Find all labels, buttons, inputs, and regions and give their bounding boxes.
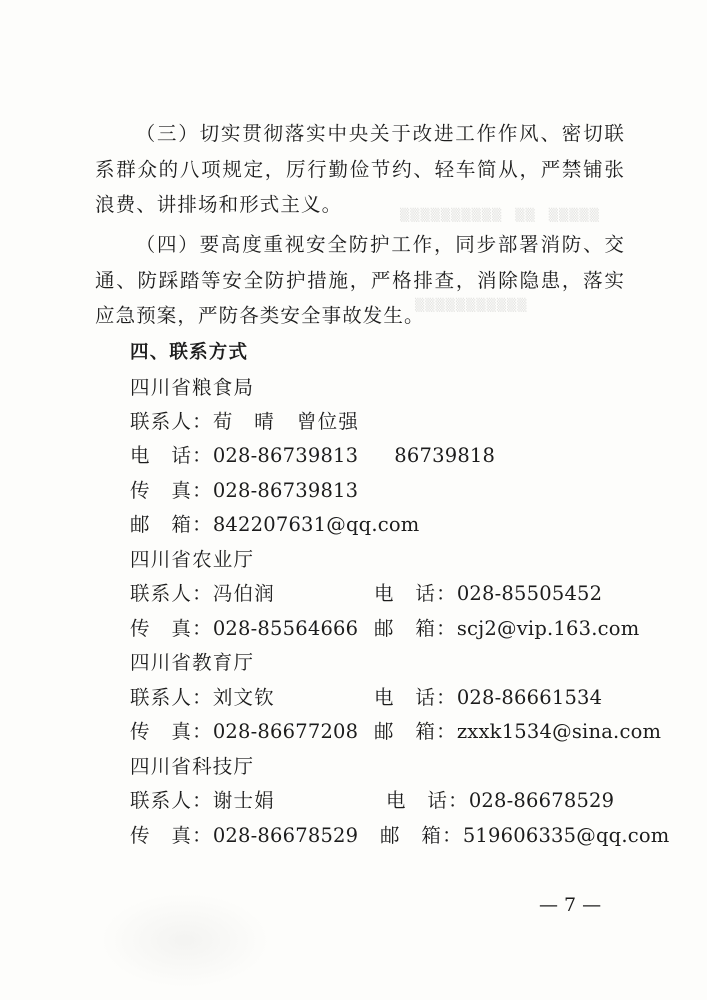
email-label: 邮 箱： bbox=[380, 824, 463, 847]
fax-label: 传 真： bbox=[130, 824, 213, 847]
page-number: — 7 — bbox=[539, 894, 602, 916]
phone-value: 028-86678529 bbox=[468, 789, 615, 812]
contact-label: 联系人： bbox=[130, 410, 213, 433]
scan-smudge bbox=[100, 893, 270, 988]
email-value: scj2@vip.163.com bbox=[456, 617, 640, 640]
org-name-grain: 四川省粮食局 bbox=[130, 376, 255, 399]
contact-label: 联系人： bbox=[130, 789, 213, 812]
email-row-agriculture bbox=[374, 617, 639, 641]
contact-row-education bbox=[130, 686, 275, 710]
fax-row-agriculture bbox=[130, 617, 358, 641]
contact-person: 刘文钦 bbox=[212, 686, 275, 709]
fax-value: 028-86739813 bbox=[212, 479, 359, 502]
fax-value: 028-86677208 bbox=[212, 720, 359, 743]
org-name-science: 四川省科技厅 bbox=[130, 755, 255, 778]
email-row-grain bbox=[130, 513, 420, 537]
phone-label: 电 话： bbox=[374, 582, 457, 605]
phone-value: 86739818 bbox=[394, 444, 496, 467]
contact-row-agriculture bbox=[130, 582, 275, 606]
phone-row-science bbox=[386, 789, 614, 813]
phone-row-education bbox=[374, 686, 602, 710]
email-label: 邮 箱： bbox=[130, 513, 213, 536]
fax-label: 传 真： bbox=[130, 479, 213, 502]
contact-person: 谢士娟 bbox=[212, 789, 275, 812]
contact-row-grain bbox=[130, 410, 359, 434]
bleed-through-mark: ▒▒▒▒▒▒▒▒▒▒▒ bbox=[415, 298, 528, 312]
org-name-education: 四川省教育厅 bbox=[130, 651, 255, 674]
phone-label: 电 话： bbox=[386, 789, 469, 812]
email-label: 邮 箱： bbox=[374, 617, 457, 640]
org-name-agriculture: 四川省农业厅 bbox=[130, 548, 255, 571]
contact-person: 冯伯润 bbox=[212, 582, 275, 605]
email-value: zxxk1534@sina.com bbox=[456, 720, 662, 743]
phone-value: 028-86739813 bbox=[212, 444, 359, 467]
fax-row-grain bbox=[130, 479, 358, 503]
paragraph-4 bbox=[95, 227, 625, 334]
contact-label: 联系人： bbox=[130, 582, 213, 605]
paragraph-3 bbox=[95, 116, 625, 223]
phone-label: 电 话： bbox=[130, 444, 213, 467]
fax-row-science bbox=[130, 824, 358, 848]
email-row-science bbox=[380, 824, 670, 848]
phone-label: 电 话： bbox=[374, 686, 457, 709]
fax-row-education bbox=[130, 720, 358, 744]
email-label: 邮 箱： bbox=[374, 720, 457, 743]
email-value: 519606335@qq.com bbox=[462, 824, 670, 847]
contact-row-science bbox=[130, 789, 275, 813]
fax-label: 传 真： bbox=[130, 617, 213, 640]
email-value: 842207631@qq.com bbox=[212, 513, 420, 536]
phone-value: 028-85505452 bbox=[456, 582, 603, 605]
phone-value: 028-86661534 bbox=[456, 686, 603, 709]
phone-row-agriculture bbox=[374, 582, 602, 606]
section-title: 四、联系方式 bbox=[130, 342, 249, 363]
contact-person: 曾位强 bbox=[296, 410, 360, 433]
fax-value: 028-85564666 bbox=[212, 617, 359, 640]
phone-row-grain bbox=[130, 444, 495, 468]
contact-label: 联系人： bbox=[130, 686, 213, 709]
bleed-through-mark: ▒▒▒▒▒▒▒▒▒▒ ▒▒ ▒▒▒▒▒ bbox=[400, 208, 600, 222]
contact-person: 荀 晴 bbox=[212, 410, 275, 433]
email-row-education bbox=[374, 720, 661, 744]
fax-label: 传 真： bbox=[130, 720, 213, 743]
paragraph-4-text: （四）要高度重视安全防护工作，同步部署消防、交通、防踩踏等安全防护措施，严格排查，消除隐患，落实应急预案，严防各类安全事故发生。 bbox=[95, 233, 625, 327]
fax-value: 028-86678529 bbox=[212, 824, 359, 847]
paragraph-3-text: （三）切实贯彻落实中央关于改进工作作风、密切联系群众的八项规定，厉行勤俭节约、轻车简从，严禁铺张浪费、讲排场和形式主义。 bbox=[95, 122, 625, 216]
